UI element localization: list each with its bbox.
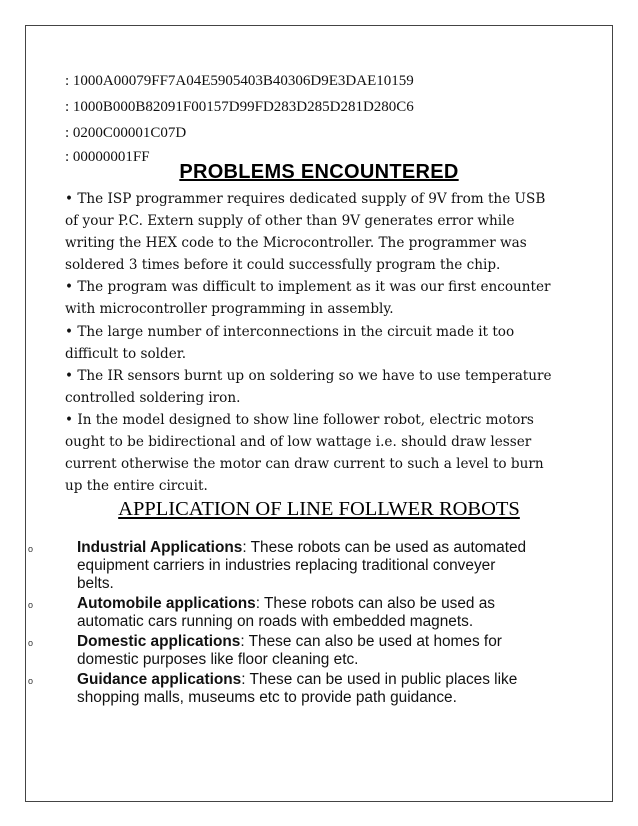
applications-list [28,539,588,709]
applications-heading [0,496,638,522]
problem-line: • The ISP programmer requires dedicated supply of 9V from the USB [65,191,546,207]
hex-code-line: : 1000A00079FF7A04E5905403B40306D9E3DAE10159 [65,73,414,89]
applications-heading-text: APPLICATION OF LINE FOLLWER ROBOTS [118,498,520,520]
problem-line: current otherwise the motor can draw current to such a level to burn [65,456,544,473]
application-text: : These can also be used at homes for [240,633,502,650]
problems-list [65,188,585,497]
circle-bullet-icon: o [28,638,34,648]
problem-line: up the entire circuit. [65,478,208,495]
application-first-line [77,671,588,689]
list-item [28,595,588,631]
problem-line: difficult to solder. [65,345,187,362]
application-title: Industrial Applications [77,539,243,556]
application-first-line [77,633,588,651]
application-first-line [77,539,588,557]
problem-line: of your P.C. Extern supply of other than 9V generates error while [65,213,515,230]
list-item [28,671,588,707]
application-first-line [77,595,588,613]
application-text-line: automatic cars running on roads with embedded magnets. [77,613,474,630]
circle-bullet-icon: o [28,600,34,610]
application-title: Guidance applications [77,671,242,688]
application-title: Automobile applications [77,595,256,612]
problems-heading: PROBLEMS ENCOUNTERED [179,161,459,183]
problem-line: • The IR sensors burnt up on soldering so we have to use temperature [65,367,552,384]
list-item [28,633,588,669]
hex-code-line: : 1000B000B82091F00157D99FD283D285D281D280C6 [65,99,414,115]
problem-line: with microcontroller programming in assembly. [65,301,394,318]
application-text-line: domestic purposes like floor cleaning etc. [77,651,359,668]
list-item [28,539,588,593]
application-text: : These can be used in public places like [241,671,518,688]
application-text: : These robots can be used as automated [242,539,527,556]
circle-bullet-icon: o [28,544,34,554]
application-title: Domestic applications [77,633,241,650]
hex-code-line: : 00000001FF [65,149,150,165]
application-text-line: belts. [77,575,114,592]
application-text: : These robots can also be used as [255,595,495,612]
problem-line: controlled soldering iron. [65,389,241,406]
hex-code-line: : 0200C00001C07D [65,125,187,141]
problem-line: writing the HEX code to the Microcontroller. The programmer was [65,235,527,252]
problem-line: ought to be bidirectional and of low wattage i.e. should draw lesser [65,434,532,451]
problem-line: soldered 3 times before it could successfully program the chip. [65,257,501,274]
problem-line: • The large number of interconnections in the circuit made it too [65,323,515,340]
application-text-line: equipment carriers in industries replacing traditional conveyer [77,557,496,574]
application-text-line: shopping malls, museums etc to provide path guidance. [77,689,457,706]
problem-line: • In the model designed to show line follower robot, electric motors [65,411,534,428]
circle-bullet-icon: o [28,676,34,686]
problem-line: • The program was difficult to implement as it was our first encounter [65,279,551,296]
